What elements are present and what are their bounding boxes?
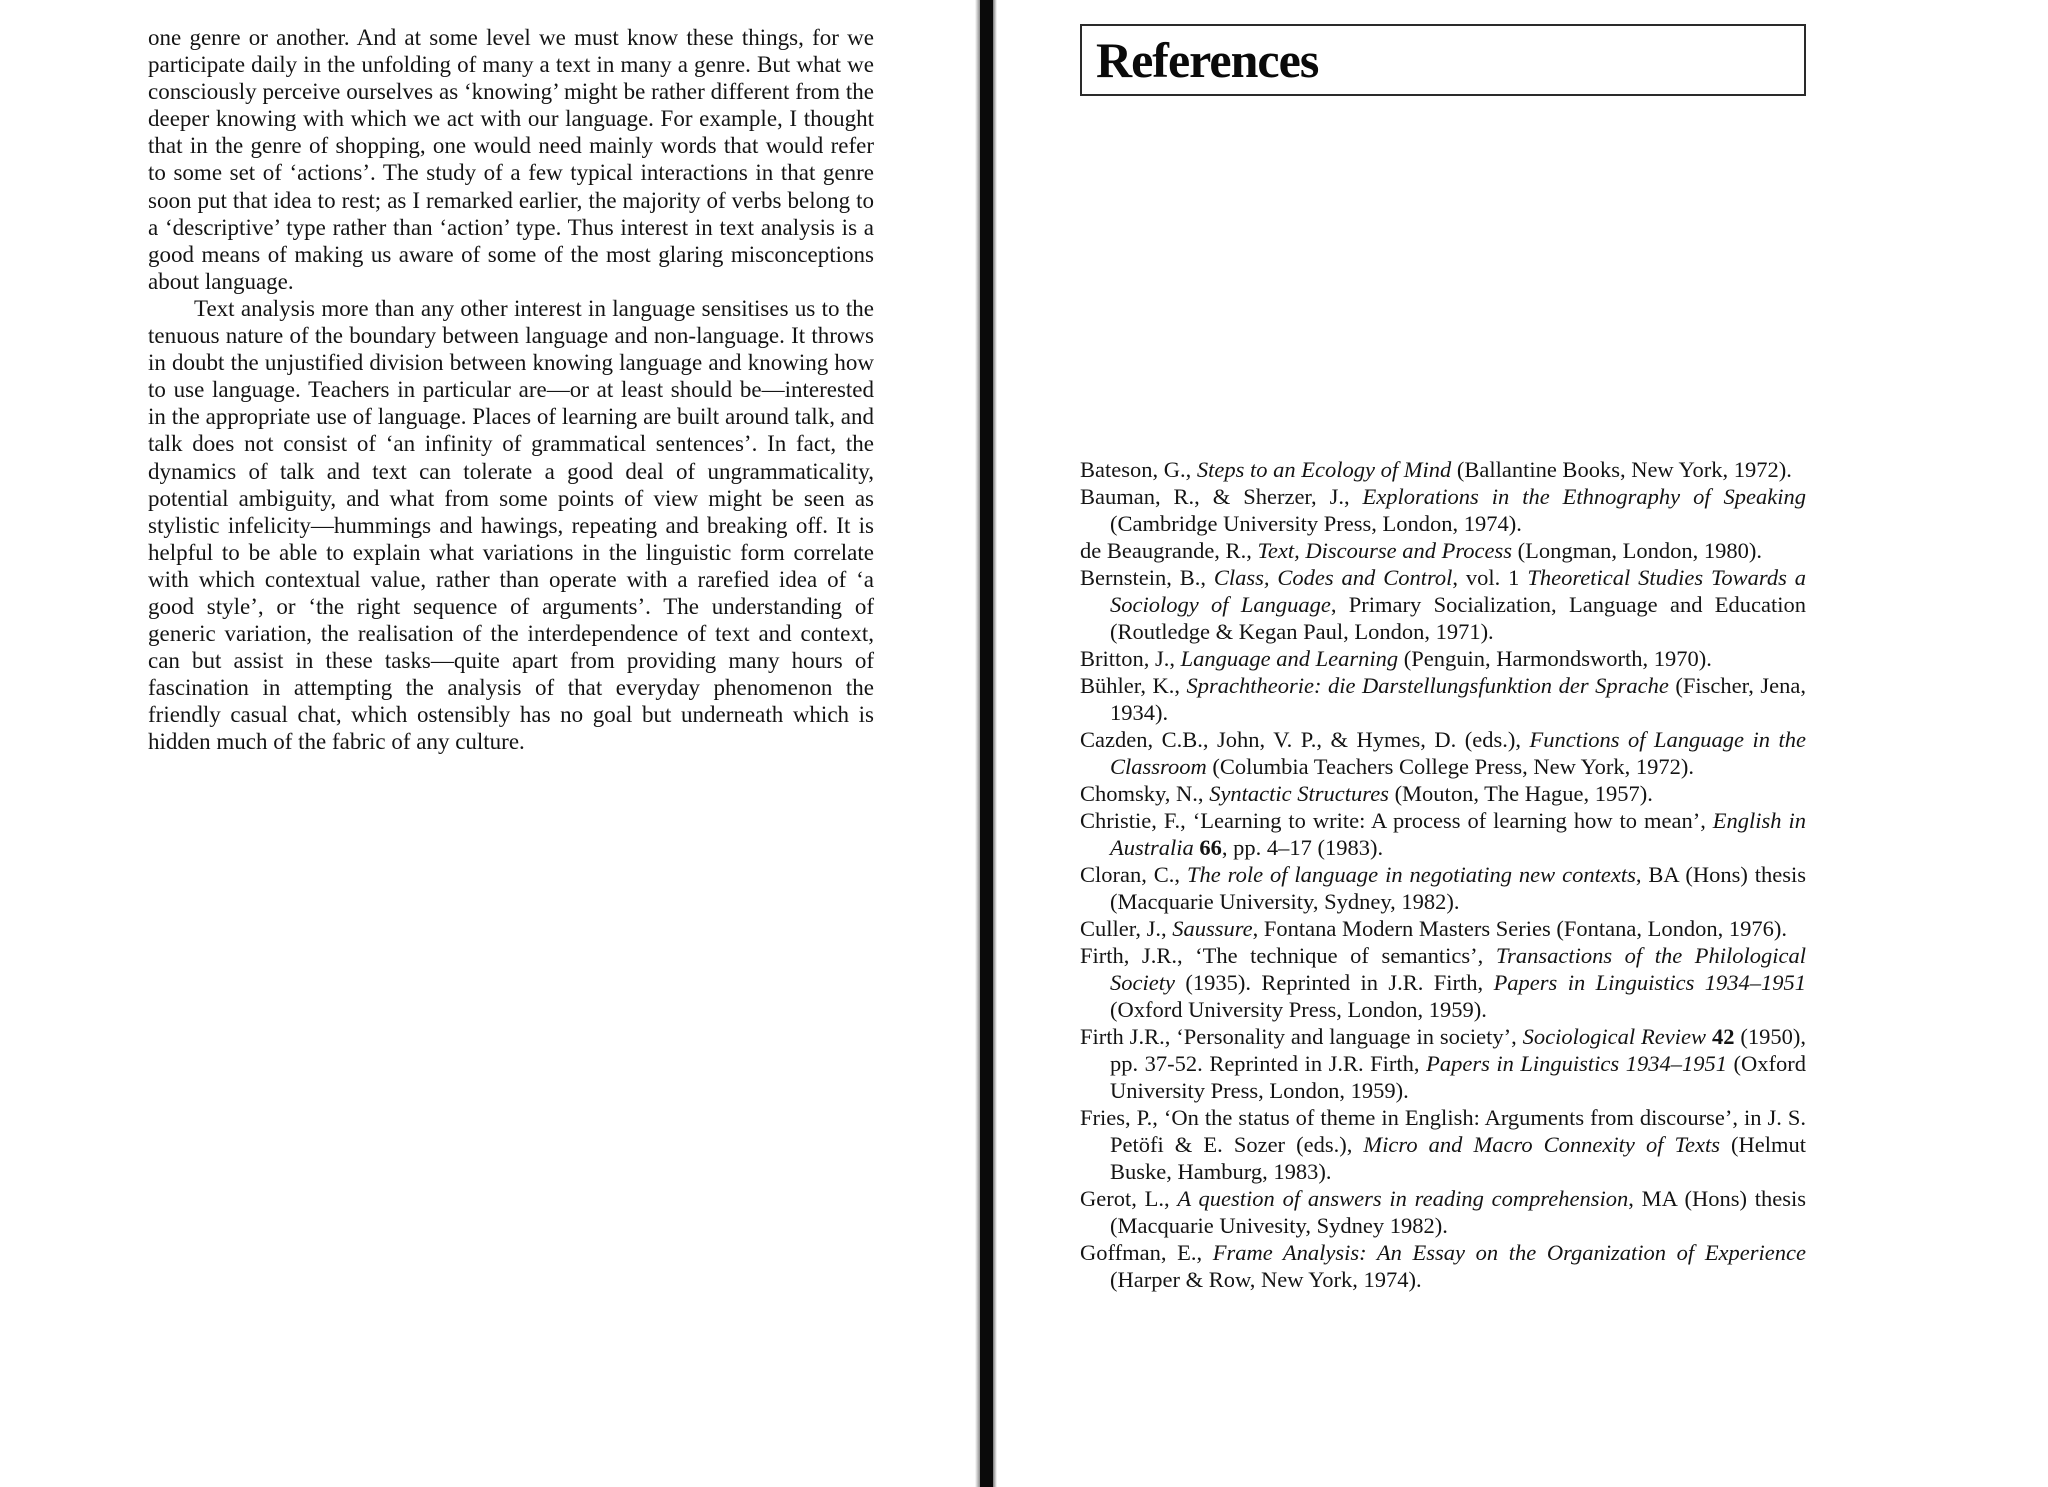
reference-author: Gerot, L.,: [1080, 1186, 1178, 1211]
reference-author: Britton, J.,: [1080, 646, 1181, 671]
reference-author: Fries, P., ‘On the status of theme in English: Arguments from discourse’, in J. S. Petöfi & E. Sozer (eds.),: [1080, 1105, 1806, 1157]
reference-author: Culler, J.,: [1080, 916, 1173, 941]
reference-entry: [1080, 672, 1806, 726]
reference-publication: (Oxford University Press, London, 1959).: [1110, 1051, 1806, 1103]
reference-entry: [1080, 807, 1806, 861]
reference-title: Text, Discourse and Process: [1257, 538, 1513, 563]
reference-entry: [1080, 1104, 1806, 1185]
reference-title: Functions of Language in the Classroom: [1110, 727, 1807, 779]
body-paragraph-2: Text analysis more than any other interest in language sensitises us to the tenuous nature of the boundary between language and non-language. It throws in doubt the unjustified division between knowing language and knowing how to use language. Teachers in particular are—or at least should be—interested in the appropriate use of language. Places of learning are built around talk, and talk does not consist of ‘an infinity of grammatical sentences’. In fact, the dynamics of talk and text can tolerate a good deal of ungrammaticality, potential ambiguity, and what from some points of view might be seen as stylistic infelicity—hummings and hawings, repeating and breaking off. It is helpful to be able to explain what variations in the linguistic form correlate with which contextual value, rather than operate with a rarefied idea of ‘a good style’, or ‘the right sequence of arguments’. The understanding of generic variation, the realisation of the interdependence of text and context, can but assist in these tasks—quite apart from providing many hours of fascination in attempting the analysis of that everyday phenomenon the friendly casual chat, which ostensibly has no goal but underneath which is hidden much of the fabric of any culture.: [148, 295, 874, 755]
reference-detail: , vol. 1: [1452, 565, 1528, 590]
reference-publication: , pp. 4–17 (1983).: [1221, 835, 1384, 860]
reference-title: Frame Analysis: An Essay on the Organization of Experience: [1212, 1240, 1807, 1265]
reference-entry: [1080, 780, 1806, 807]
reference-title: A question of answers in reading comprehension: [1177, 1186, 1629, 1211]
reference-author: Firth, J.R., ‘The technique of semantics’,: [1080, 943, 1496, 968]
reference-title: Micro and Macro Connexity of Texts: [1363, 1132, 1720, 1157]
left-page: [148, 24, 874, 756]
reference-author: Bateson, G.,: [1080, 457, 1197, 482]
body-paragraph-1: one genre or another. And at some level we must know these things, for we participate daily in the unfolding of many a text in many a genre. But what we consciously perceive ourselves as ‘knowing’ might be rather different from the deeper knowing with which we act with our language. For example, I thought that in the genre of shopping, one would need mainly words that would refer to some set of ‘actions’. The study of a few typical interactions in that genre soon put that idea to rest; as I remarked earlier, the majority of verbs belong to a ‘descriptive’ type rather than ‘action’ type. Thus interest in text analysis is a good means of making us aware of some of the most glaring misconceptions about language.: [148, 25, 874, 294]
reference-title: Sprachtheorie: die Darstellungsfunktion der Sprache: [1186, 673, 1669, 698]
reference-publication: (Cambridge University Press, London, 1974).: [1110, 511, 1522, 536]
reference-publication: (Helmut Buske, Hamburg, 1983).: [1110, 1132, 1807, 1184]
reference-title: Language and Learning: [1180, 646, 1399, 671]
reference-title: Syntactic Structures: [1209, 781, 1389, 806]
reference-list: [1080, 456, 1806, 1293]
reference-publication: , Fontana Modern Masters Series (Fontana, London, 1976).: [1252, 916, 1787, 941]
reference-entry: [1080, 537, 1806, 564]
reference-publication: (Penguin, Harmondsworth, 1970).: [1398, 646, 1712, 671]
reference-author: Christie, F., ‘Learning to write: A process of learning how to mean’,: [1080, 808, 1713, 833]
reference-author: Bernstein, B.,: [1080, 565, 1214, 590]
book-spine-shadow-right: [993, 0, 997, 1487]
reference-publication: (Mouton, The Hague, 1957).: [1388, 781, 1653, 806]
reference-publication: (Longman, London, 1980).: [1512, 538, 1762, 563]
reference-entry: [1080, 564, 1806, 645]
references-heading: References: [1096, 32, 1319, 88]
reference-detail: (1950), pp. 37-52. Reprinted in J.R. Firth,: [1110, 1024, 1807, 1076]
reference-title: Explorations in the Ethnography of Speaking: [1362, 484, 1806, 509]
reference-entry: [1080, 483, 1806, 537]
reference-author: Chomsky, N.,: [1080, 781, 1210, 806]
reference-author: Bühler, K.,: [1080, 673, 1187, 698]
reference-title-secondary: Papers in Linguistics 1934–1951: [1493, 970, 1807, 995]
reference-publication: , BA (Hons) thesis (Macquarie University, Sydney, 1982).: [1110, 862, 1806, 914]
reference-publication: (Ballantine Books, New York, 1972).: [1451, 457, 1792, 482]
reference-volume: 66: [1193, 835, 1222, 860]
reference-entry: [1080, 726, 1806, 780]
references-heading-box: [1080, 24, 1806, 96]
reference-entry: [1080, 1185, 1806, 1239]
reference-entry: [1080, 861, 1806, 915]
reference-author: de Beaugrande, R.,: [1080, 538, 1258, 563]
reference-author: Goffman, E.,: [1080, 1240, 1213, 1265]
reference-title-secondary: Papers in Linguistics 1934–1951: [1426, 1051, 1727, 1076]
reference-entry: [1080, 645, 1806, 672]
reference-entry: [1080, 1239, 1806, 1293]
reference-publication: , MA (Hons) thesis (Macquarie Univesity, Sydney 1982).: [1110, 1186, 1806, 1238]
reference-entry: [1080, 942, 1806, 1023]
reference-author: Firth J.R., ‘Personality and language in society’,: [1080, 1024, 1523, 1049]
reference-detail: (1935). Reprinted in J.R. Firth,: [1174, 970, 1494, 995]
reference-title: English in Australia: [1110, 808, 1806, 860]
reference-title: Steps to an Ecology of Mind: [1196, 457, 1452, 482]
book-spine: [980, 0, 993, 1487]
reference-entry: [1080, 456, 1806, 483]
reference-title: The role of language in negotiating new contexts: [1186, 862, 1636, 887]
reference-title: Saussure: [1172, 916, 1253, 941]
reference-volume: 42: [1706, 1024, 1735, 1049]
reference-publication: (Columbia Teachers College Press, New York, 1972).: [1206, 754, 1695, 779]
reference-author: Bauman, R., & Sherzer, J.,: [1080, 484, 1363, 509]
reference-title: Class, Codes and Control: [1213, 565, 1453, 590]
reference-entry: [1080, 915, 1806, 942]
reference-author: Cazden, C.B., John, V. P., & Hymes, D. (eds.),: [1080, 727, 1530, 752]
reference-publication: , Primary Socialization, Language and Education (Routledge & Kegan Paul, London, 1971).: [1110, 592, 1806, 644]
reference-publication: (Harper & Row, New York, 1974).: [1110, 1267, 1422, 1292]
reference-publication: (Fischer, Jena, 1934).: [1110, 673, 1806, 725]
reference-title: Sociological Review: [1522, 1024, 1707, 1049]
reference-title: Transactions of the Philological Society: [1110, 943, 1806, 995]
reference-entry: [1080, 1023, 1806, 1104]
reference-publication: (Oxford University Press, London, 1959).: [1110, 997, 1487, 1022]
reference-author: Cloran, C.,: [1080, 862, 1187, 887]
reference-title-secondary: Theoretical Studies Towards a Sociology of Language: [1110, 565, 1806, 617]
